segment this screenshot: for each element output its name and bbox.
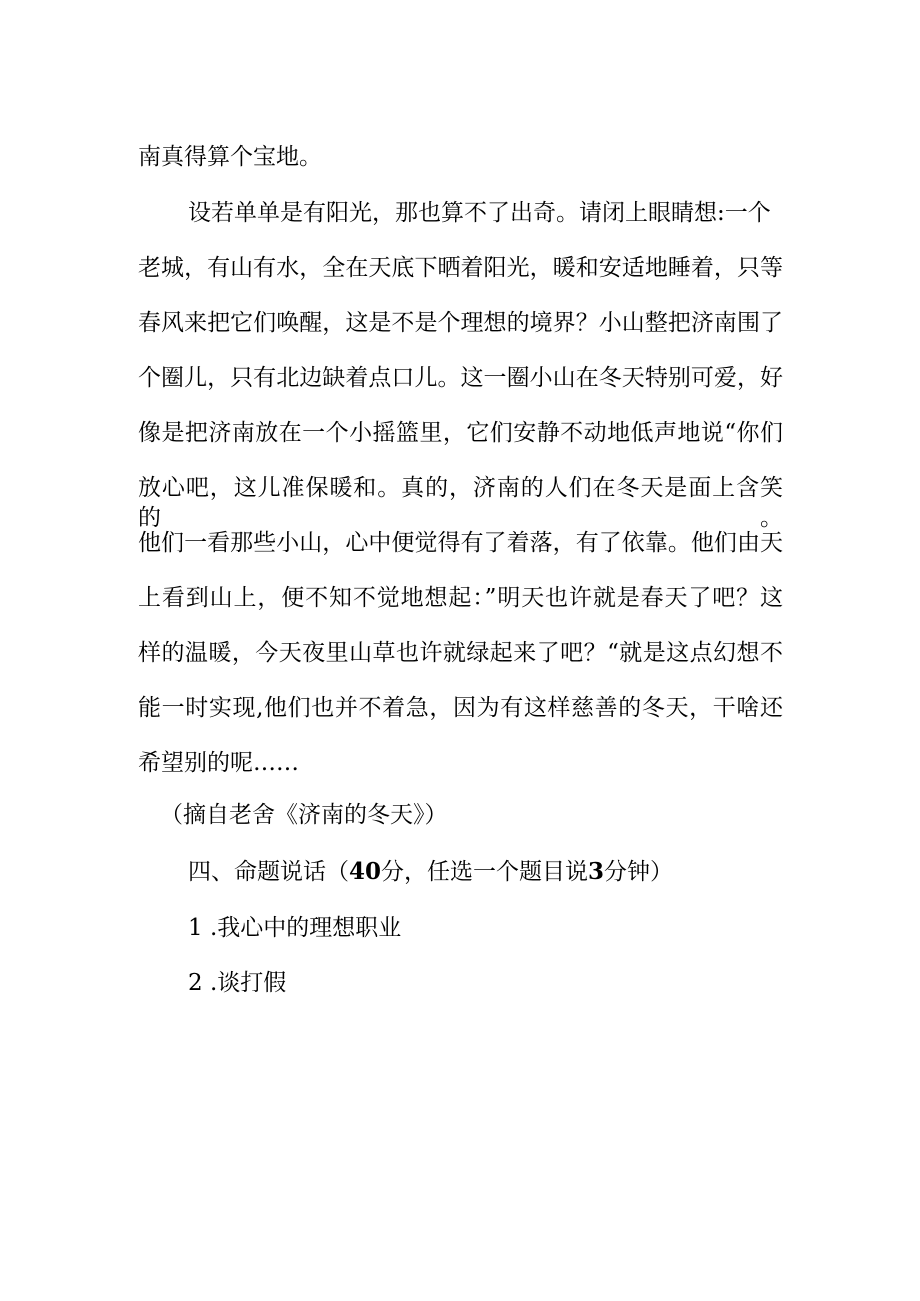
paragraph-line: 样的温暖，今天夜里山草也许就绿起来了吧？“就是这点幻想不: [138, 640, 783, 666]
paragraph-line: 春风来把它们唤醒，这是不是个理想的境界？小山整把济南围了: [138, 310, 783, 336]
topic-item: 2 .谈打假: [188, 970, 287, 996]
paragraph-line: 老城，有山有水，全在天底下晒着阳光，暖和安适地睡着，只等: [138, 255, 783, 281]
paragraph-line: 上看到山上，便不知不觉地想起：”明天也许就是春天了吧？这: [138, 585, 783, 611]
section-heading: [188, 857, 673, 887]
paragraph-line: 能一时实现,他们也并不着急，因为有这样慈善的冬天，干啥还: [138, 695, 783, 721]
section-heading-points: 40: [349, 858, 382, 885]
section-heading-suffix: 分钟）: [604, 859, 674, 885]
paragraph-tail: 南真得算个宝地。: [138, 144, 322, 170]
section-heading-minutes: 3: [588, 858, 605, 885]
paragraph-line: 像是把济南放在一个小摇篮里，它们安静不动地低声地说“你们: [138, 420, 783, 446]
paragraph-line: 设若单单是有阳光，那也算不了出奇。请闭上眼睛想:一个: [188, 200, 771, 226]
paragraph-line: 他们一看那些小山，心中便觉得有了着落，有了依靠。他们由天: [138, 530, 783, 556]
section-heading-mid: 分，任选一个题目说: [381, 859, 589, 885]
paragraph-line: 个圈儿，只有北边缺着点口儿。这一圈小山在冬天特别可爱，好: [138, 365, 783, 391]
topic-item: 1 .我心中的理想职业: [188, 915, 402, 941]
paragraph-line: 希望别的呢……: [138, 750, 299, 776]
section-heading-prefix: 四、命题说话（: [188, 859, 349, 885]
source-citation: （摘自老舍《济南的冬天》）: [160, 802, 448, 828]
paragraph-line: 放心吧，这儿准保暖和。真的，济南的人们在冬天是面上含笑的。: [138, 475, 783, 531]
